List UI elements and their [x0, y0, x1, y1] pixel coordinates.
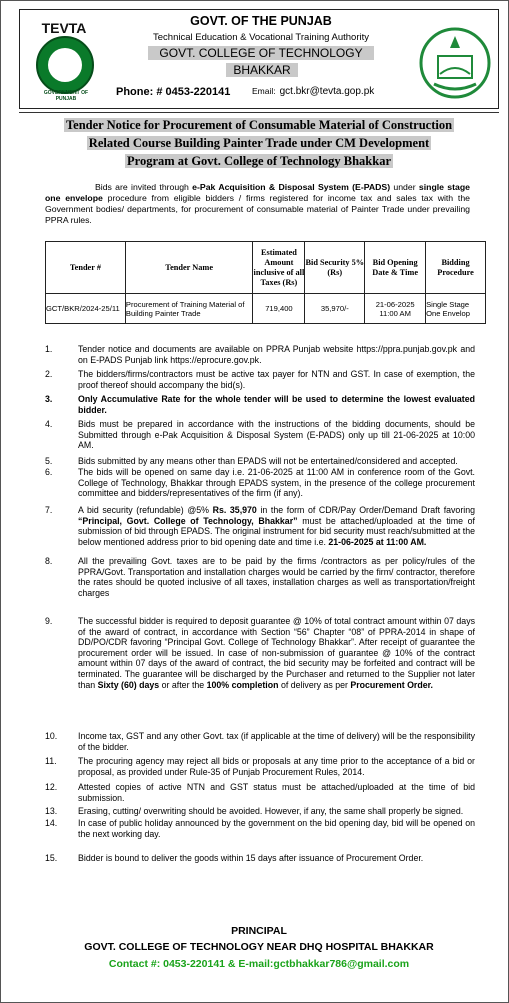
list-number: 4.: [45, 419, 53, 429]
list-number: 9.: [45, 616, 53, 626]
item9-bold-completion: 100% completion: [206, 679, 279, 690]
cell-security: 35,970/-: [305, 294, 365, 324]
list-text: The bids will be opened on same day i.e. 21-06-2025 at 11:00 AM in conference room of the Govt. College of Technology, Bhakkar through EPADS system, in the presence of the college procurement committee and bidders/representatives of the firm (if any).: [78, 467, 475, 499]
header-email: [252, 86, 374, 97]
list-number: 3.: [45, 394, 53, 404]
list-number: 8.: [45, 556, 53, 566]
contact-line: Contact #: 0453-220141 & E-mail:gctbhakkar786@gmail.com: [108, 958, 410, 970]
intro-text-2: under: [390, 182, 419, 192]
list-number: 2.: [45, 369, 53, 379]
divider: [19, 112, 499, 113]
list-text: The bidders/firms/contractors must be active tax payer for NTN and GST. In case of exemption, the proof thereof should accompany the bid(s).: [78, 369, 475, 390]
item7-text-e: must be attached/uploaded at the time of submission of bid through EPADS. The original instrument for bid security must reach/submitted at the below mentioned address prior to bid opening date and time i.e.: [78, 515, 475, 547]
notice-title: [19, 116, 499, 170]
intro-bold-1: e-Pak Acquisition & Disposal System (E-PADS): [192, 182, 391, 192]
college-name: GOVT. COLLEGE OF TECHNOLOGY: [148, 46, 374, 60]
table-header-row: [46, 242, 486, 294]
item9-text-e: of delivery as per: [278, 679, 351, 690]
authority-name: Technical Education & Vocational Training Authority: [153, 32, 369, 43]
intro-bold-2: single stage one envelope: [45, 182, 470, 203]
cell-opening-date: 21-06-2025: [375, 299, 415, 309]
cell-procedure: Single Stage One Envelop: [426, 294, 486, 324]
list-number: 7.: [45, 505, 53, 515]
col-bidding-procedure: Bidding Procedure: [426, 242, 486, 294]
list-text: Bids submitted by any means other than EPADS will not be entertained/considered and accepted.: [78, 456, 458, 466]
list-number: 5.: [45, 456, 53, 466]
tevta-logo-ring-text: GOVERNMENT OF PUNJAB: [43, 90, 89, 102]
list-number: 1.: [45, 344, 53, 354]
list-text: [78, 616, 475, 690]
item9-bold-order: Procurement Order.: [350, 679, 433, 690]
cell-tender-no: GCT/BKR/2024-25/11: [46, 294, 126, 324]
list-text: [78, 505, 475, 547]
list-number: 15.: [45, 853, 58, 863]
list-text: Erasing, cutting/ overwriting should be avoided. However, if any, the same shall properly be signed.: [78, 806, 464, 816]
item7-text-a: A bid security (refundable) @5%: [78, 505, 213, 515]
cell-tender-name: Procurement of Training Material of Building Painter Trade: [125, 294, 253, 324]
list-number: 12.: [45, 782, 58, 792]
col-bid-security: Bid Security 5% (Rs): [305, 242, 365, 294]
table-row: [46, 294, 486, 324]
list-text: Bids must be prepared in accordance with the instructions of the bidding documents, should be Submitted through e-Pak Acquisition & Disposal System (E-PADS) only up till 21-06-2025 at 10:00 AM.: [78, 419, 475, 451]
intro-paragraph: [45, 182, 470, 226]
list-number: 6.: [45, 467, 53, 477]
list-number: 14.: [45, 818, 58, 828]
item7-bold-payee: “Principal, Govt. College of Technology, Bhakkar”: [78, 515, 298, 526]
email-address: gct.bkr@tevta.gop.pk: [279, 86, 375, 97]
item7-bold-deadline: 21-06-2025 at 11:00 AM.: [328, 536, 427, 547]
item9-text-c: or after the: [159, 679, 207, 690]
item9-bold-days: Sixty (60) days: [97, 679, 160, 690]
list-number: 13.: [45, 806, 58, 816]
header-phone: Phone: # 0453-220141: [116, 86, 231, 98]
tevta-logo-center: [48, 48, 82, 82]
col-bid-opening: Bid Opening Date & Time: [365, 242, 426, 294]
list-text: Only Accumulative Rate for the whole tender will be used to determine the lowest evaluated bidder.: [78, 394, 475, 415]
email-label: Email:: [252, 86, 276, 96]
intro-text-1: Bids are invited through: [95, 182, 193, 192]
tevta-logo: [26, 20, 102, 102]
item9-text-a: The successful bidder is required to deposit guarantee @ 10% of total contract amount within 07 days of the award of contract, in accordance with Section “56” Chapter “08” of PPRA-2014 in shape of DD/PO/CDR favoring “Principal Govt. College of Technology Bhakkar”. After receipt of guarantee the procurement order will be issued. In case of non-submission of guarantee @ 10% of the contract amount within 07 days of the award of contract, the bid security may be forfeited and contract will be terminated. The guarantee will be discharged by the Purchaser and returned to the Supplier not later than: [78, 616, 475, 690]
list-text: Attested copies of active NTN and GST status must be attached/uploaded at the time of bid submission.: [78, 782, 475, 803]
list-text: All the prevailing Govt. taxes are to be paid by the firms /contractors as per policy/rules of the PPRA/Govt. Transportation and installation charges would be carried by the firm/ contractor, therefore the rates should be quoted inclusive of all taxes, installation charges as well as transportation/freight charges: [78, 556, 475, 598]
list-text: Bidder is bound to deliver the goods within 15 days after issuance of Procurement Order.: [78, 853, 424, 863]
list-text: Tender notice and documents are available on PPRA Punjab website https://ppra.punjab.gov.pk and on E-PADS Punjab link https://eprocure.gov.pk.: [78, 344, 475, 365]
list-text: Income tax, GST and any other Govt. tax (if applicable at the time of delivery) will be the responsibility of the bidder.: [78, 731, 475, 752]
cell-opening: [365, 294, 426, 324]
college-city: BHAKKAR: [226, 63, 298, 77]
title-line-1: Tender Notice for Procurement of Consumable Material of Construction: [65, 118, 453, 132]
letterhead: [19, 9, 499, 109]
signatory-address: GOVT. COLLEGE OF TECHNOLOGY NEAR DHQ HOSPITAL BHAKKAR: [84, 941, 434, 953]
list-number: 11.: [45, 756, 57, 766]
cell-amount: 719,400: [253, 294, 305, 324]
list-text: The procuring agency may reject all bids or proposals at any time prior to the acceptance of a bid or proposal, as provided under Rule-35 of Punjab Procurement Rules, 2014.: [78, 756, 475, 777]
col-tender-name: Tender Name: [125, 242, 253, 294]
item7-text-c: in the form of CDR/Pay Order/Demand Draft favoring: [256, 505, 475, 515]
tender-table: [45, 241, 486, 324]
list-text: In case of public holiday announced by the government on the bid opening day, bid will be opened on the next working day.: [78, 818, 475, 839]
cell-opening-time: 11:00 AM: [379, 308, 411, 318]
intro-text-3: procedure from eligible bidders / firms registered for income tax and sales tax with the Government bodies/ departments, for procurement of consumable material of Painter Trade under prevailing PPRA rules.: [45, 193, 470, 225]
tevta-logo-word: TEVTA: [41, 20, 87, 36]
govt-title: GOVT. OF THE PUNJAB: [190, 14, 332, 28]
title-line-2: Related Course Building Painter Trade under CM Development: [88, 136, 430, 150]
item7-bold-amount: Rs. 35,970: [212, 505, 257, 515]
col-tender-no: Tender #: [46, 242, 126, 294]
title-line-3: Program at Govt. College of Technology Bhakkar: [126, 154, 391, 168]
list-number: 10.: [45, 731, 58, 741]
col-estimated-amount: Estimated Amount inclusive of all Taxes (Rs): [253, 242, 305, 294]
signatory-title: PRINCIPAL: [231, 925, 287, 937]
punjab-crest-icon: [418, 26, 492, 100]
